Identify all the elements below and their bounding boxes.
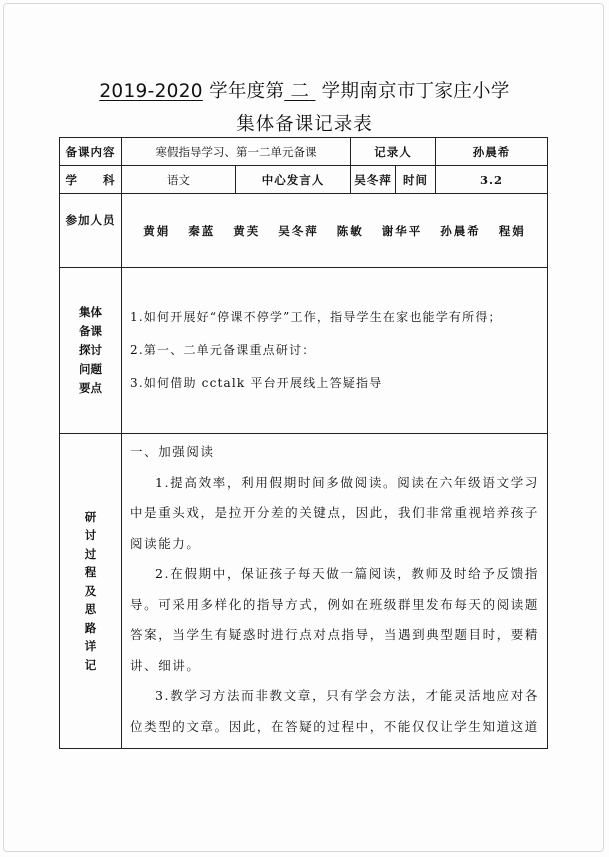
label-line: 讨 — [84, 528, 97, 543]
time-value: 3.2 — [436, 166, 548, 194]
label-line: 路 — [84, 620, 97, 635]
school-name: 学期南京市丁家庄小学 — [315, 81, 510, 102]
term-value: 二 — [290, 81, 310, 102]
document-title — [0, 77, 609, 103]
label-line: 过 — [84, 546, 97, 561]
discussion-points-label — [60, 268, 122, 434]
lesson-content-label: 备课内容 — [60, 138, 122, 166]
paragraph: 2.在假期中，保证孩子每天做一篇阅读，教师及时给予反馈指导。可采用多样化的指导方式，例如在班级群里发布每天的阅读题答案，当学生有疑惑时进行点对点指导，当遇到典型题目时，要精讲、细讲。 — [130, 566, 539, 673]
row-participants — [60, 194, 548, 268]
discussion-points — [122, 268, 548, 434]
label-line: 研 — [84, 509, 97, 524]
form-subtitle: 集体备课记录表 — [236, 114, 373, 135]
subject-label: 学 科 — [60, 166, 122, 194]
year-suffix: 学年度第 — [202, 81, 285, 102]
participants-list: 黄娟 秦蓝 黄芙 吴冬萍 陈敏 谢华平 孙晨希 程娟 — [122, 194, 548, 268]
label-line: 及 — [84, 583, 97, 598]
row-process — [60, 434, 548, 749]
label-line: 问题 — [79, 362, 102, 376]
section-heading: 一、加强阅读 — [130, 444, 215, 459]
label-line: 备课 — [79, 324, 102, 338]
label-line: 要点 — [79, 381, 102, 395]
label-line: 详 — [84, 639, 97, 654]
recorder-value: 孙晨希 — [436, 138, 548, 166]
time-label: 时间 — [396, 166, 436, 194]
speaker-value: 吴冬萍 — [351, 166, 396, 194]
point-item: 2.第一、二单元备课重点研讨： — [130, 343, 316, 357]
lesson-record-table — [59, 137, 548, 749]
speaker-label: 中心发言人 — [236, 166, 351, 194]
lesson-content-value: 寒假指导学习、第一二单元备课 — [122, 138, 351, 166]
paragraph: 1.提高效率，利用假期时间多做阅读。阅读在六年级语文学习中是重头戏，是拉开分差的关键点，因此，我们非常重视培养孩子阅读能力。 — [130, 474, 539, 551]
paragraph: 3.教学习方法而非教文章，只有学会方法，才能灵活地应对各位类型的文章。因此，在答疑的过程中，不能仅仅让学生知道这道 — [130, 688, 539, 734]
row-lesson — [60, 138, 548, 166]
subject-value: 语文 — [122, 166, 236, 194]
point-item: 1.如何开展好“停课不停学”工作，指导学生在家也能学有所得； — [130, 310, 502, 324]
row-subject — [60, 166, 548, 194]
point-item: 3.如何借助 cctalk 平台开展线上答疑指导 — [130, 376, 383, 390]
label-line: 程 — [84, 565, 97, 580]
process-label — [60, 434, 122, 749]
process-notes — [122, 434, 548, 749]
school-year: 2019-2020 — [99, 81, 203, 102]
participants-label: 参加人员 — [60, 194, 122, 268]
row-discussion-points — [60, 268, 548, 434]
recorder-label: 记录人 — [351, 138, 436, 166]
label-line: 记 — [84, 657, 97, 672]
label-line: 集体 — [79, 305, 102, 319]
label-line: 探讨 — [79, 343, 102, 357]
term-number — [284, 81, 315, 102]
label-line: 思 — [84, 602, 97, 617]
